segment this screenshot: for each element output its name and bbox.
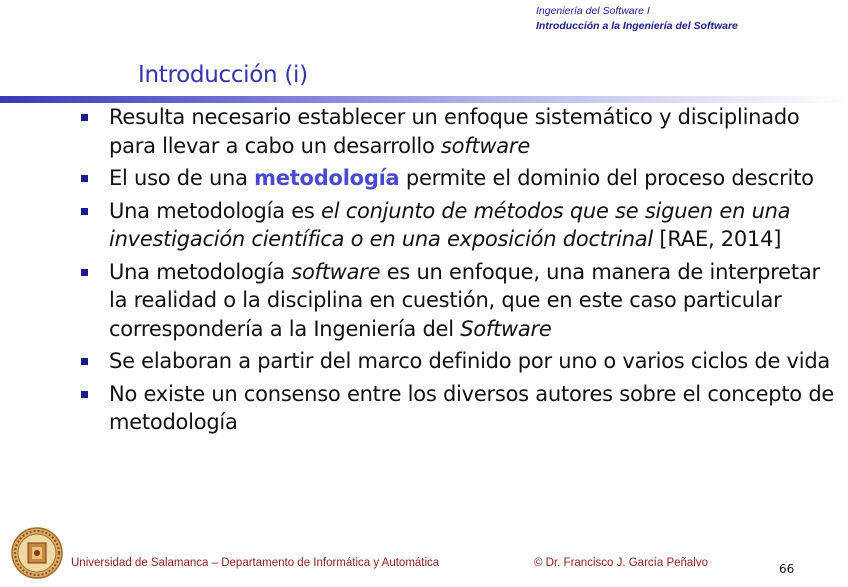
bullet-list — [78, 103, 838, 441]
bullet-text: Se elaboran a partir del marco definido por uno o varios ciclos de vida — [109, 349, 831, 373]
bullet-item — [78, 164, 838, 193]
italic-term: Software — [460, 316, 552, 341]
footer-institution: Universidad de Salamanca – Departamento de Informática y Automática — [71, 557, 440, 569]
italic-term: software — [291, 259, 381, 284]
bullet-text: es un enfoque, una manera de interpretar la realidad o la disciplina en cuestión, que en este caso particular correspondería a la Ingeniería del — [109, 259, 820, 341]
course-header — [536, 4, 738, 34]
square-bullet-icon — [81, 391, 88, 398]
course-name: Ingeniería del Software I — [536, 5, 650, 17]
bullet-item — [78, 103, 838, 160]
slide-title: Introducción (i) — [138, 62, 308, 88]
italic-term: el conjunto de métodos que se siguen en una investigación científica o en una exposición doctrinal — [109, 198, 791, 251]
unit-name: Introducción a la Ingeniería del Software — [536, 20, 738, 32]
title-underline-bar — [0, 96, 848, 103]
square-bullet-icon — [81, 358, 88, 365]
bullet-item — [78, 197, 838, 254]
square-bullet-icon — [81, 208, 88, 215]
bullet-text: [RAE, 2014] — [652, 227, 782, 251]
bullet-text: Resulta necesario establecer un enfoque sistemático y disciplinado para llevar a cabo un desarrollo — [109, 105, 800, 158]
university-seal-icon — [11, 527, 63, 579]
bullet-item — [78, 347, 838, 376]
highlighted-term: metodología — [254, 166, 400, 190]
bullet-text: Una metodología es — [109, 198, 322, 223]
bullet-item — [78, 258, 838, 344]
square-bullet-icon — [81, 114, 88, 121]
bullet-text: Una metodología — [109, 259, 292, 284]
page-number: 66 — [779, 562, 795, 576]
bullet-text: El uso de una — [109, 166, 255, 190]
footer-author: © Dr. Francisco J. García Peñalvo — [534, 557, 709, 569]
bullet-text: No existe un consenso entre los diversos autores sobre el concepto de metodología — [109, 381, 835, 434]
italic-term: software — [440, 133, 530, 158]
square-bullet-icon — [81, 175, 88, 182]
square-bullet-icon — [81, 269, 88, 276]
bullet-text: permite el dominio del proceso descrito — [399, 166, 814, 190]
bullet-item — [78, 380, 838, 437]
